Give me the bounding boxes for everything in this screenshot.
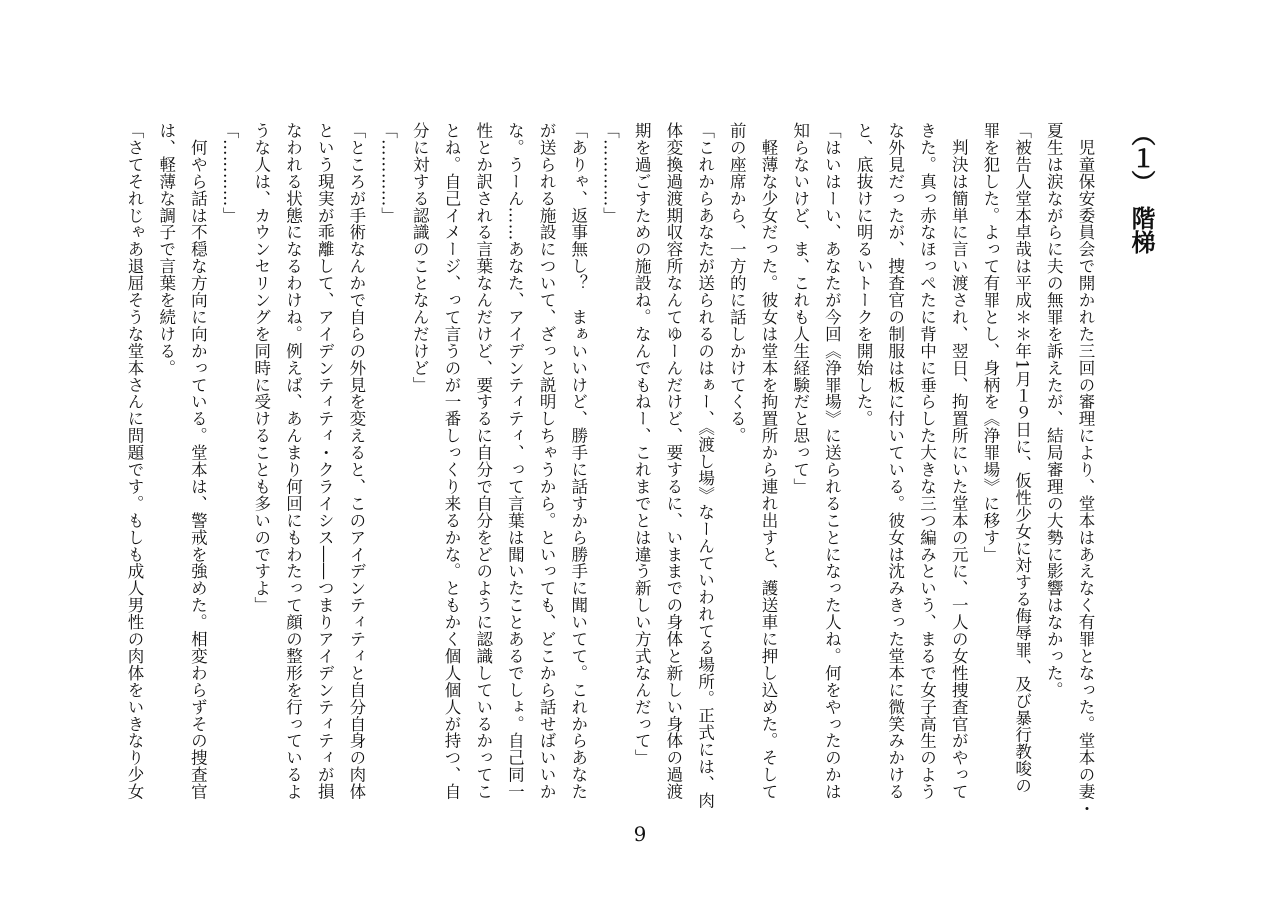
text-line: きた。真っ赤なほっぺたに背中に垂らした大きな三つ編みという、まるで女子高生のよう <box>917 122 937 800</box>
text-line: 分に対する認識のことなんだけど」 <box>410 122 430 394</box>
text-line: 夏生は涙ながらに夫の無罪を訴えたが、結局審理の大勢に影響はなかった。 <box>1044 122 1064 699</box>
text-line: 何やら話は不穏な方向に向かっている。堂本は、警戒を強めた。相変わらずその捜査官 <box>188 122 208 800</box>
text-line: という現実が乖離して、アイデンティティ・クライシス――つまりアイデンティティが損 <box>315 122 335 800</box>
text-line: 「…………」 <box>600 122 620 224</box>
text-line: とね。自己イメージ、って言うのが一番しっくり来るかな。ともかく個人個人が持つ、自 <box>442 122 461 800</box>
text-line: なわれる状態になるわけね。例えば、あんまり何回にもわたって顔の整形を行っているよ <box>283 122 303 800</box>
text-line: 期を過ごすための施設ね。なんでもねー、これまでとは違う新しい方式なんだって」 <box>632 122 652 767</box>
text-line: と、底抜けに明るいトークを開始した。 <box>854 122 874 428</box>
text-line: 「…………」 <box>378 122 398 224</box>
text-line: が送られる施設について、ざっと説明しちゃうから。といっても、どこから話せばいいか <box>537 122 557 800</box>
text-line: 体変換過渡期収容所なんてゆーんだけど、要するに、いままでの身体と新しい身体の過渡 <box>663 122 683 800</box>
text-line: 性とか訳される言葉なんだけど、要するに自分で自分をどのように認識しているかってこ <box>473 122 493 800</box>
text-line: 「…………」 <box>220 122 240 224</box>
text-line: 罪を犯した。よって有罪とし、身柄を《浄罪場》に移す」 <box>980 122 1000 563</box>
text-line: 児童保安委員会で開かれた三回の審理により、堂本はあえなく有罪となった。堂本の妻・ <box>1076 122 1095 817</box>
text-line: 「被告人堂本卓哉は平成＊＊年1月１９日に、仮性少女に対する侮辱罪、及び暴行教唆の <box>1012 122 1032 794</box>
text-line: 「ところが手術なんかで自らの外見を変えると、このアイデンティティと自分自身の肉体 <box>346 122 366 800</box>
text-line: は、軽薄な調子で言葉を続ける。 <box>156 122 176 377</box>
text-line: 前の座席から、一方的に話しかけてくる。 <box>727 122 747 445</box>
text-line: 知らないけど、ま、これも人生経験だと思って」 <box>790 122 810 495</box>
page-number: 9 <box>633 822 647 846</box>
text-line: 判決は簡単に言い渡され、翌日、拘置所にいた堂本の元に、一人の女性捜査官がやって <box>949 122 969 800</box>
text-line: 軽薄な少女だった。彼女は堂本を拘置所から連れ出すと、護送車に押し込めた。そして <box>759 122 778 800</box>
text-line: うな人は、カウンセリングを同時に受けることも多いのですよ」 <box>251 122 271 614</box>
chapter-heading: （１） 階梯 <box>1127 122 1156 254</box>
text-line: な。うーん……あなた、アイデンティティ、って言葉は聞いたことあるでしょ。自己同一 <box>505 122 525 800</box>
text-line: 「ありゃ、返事無し？ まぁいいけど、勝手に話すから勝手に聞いてて。これからあなた <box>568 122 588 800</box>
text-line: 「さてそれじゃあ退屈そうな堂本さんに問題です。もしも成人男性の肉体をいきなり少女 <box>125 122 144 800</box>
text-line: な外見だったが、捜査官の制服は板に付いている。彼女は沈みきった堂本に微笑みかける <box>885 122 905 800</box>
text-line: 「これからあなたが送られるのはぁー、《渡し場》なーんていわれてる場所。正式には、肉 <box>695 122 715 809</box>
text-line: 「はいはーい、あなたが今回《浄罪場》に送られることになった人ね。何をやったのかは <box>822 122 842 800</box>
